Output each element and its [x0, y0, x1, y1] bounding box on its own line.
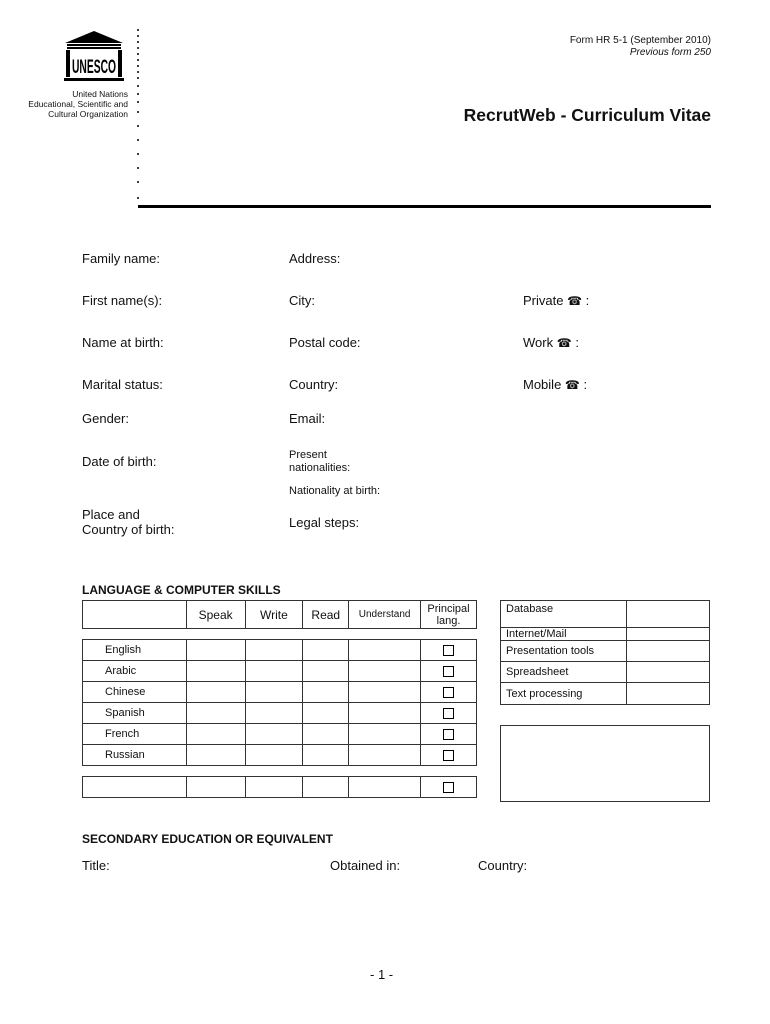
- name-at-birth-label: Name at birth:: [82, 335, 164, 350]
- nationality-at-birth-label: Nationality at birth:: [289, 485, 381, 497]
- principal-checkbox[interactable]: [443, 687, 454, 698]
- read-header: Read: [303, 601, 349, 629]
- table-row: [83, 682, 477, 703]
- telephone-icon: ☎: [556, 336, 572, 350]
- speak-cell[interactable]: [186, 703, 245, 724]
- text-processing-label: Text processing: [501, 683, 627, 705]
- organization-name: [10, 89, 128, 119]
- understand-cell[interactable]: [349, 777, 421, 798]
- read-cell[interactable]: [303, 703, 349, 724]
- table-spacer: [83, 766, 477, 777]
- internet-value-cell[interactable]: [627, 628, 710, 641]
- language-name: English: [83, 640, 187, 661]
- work-phone-label: [523, 335, 579, 350]
- date-of-birth-label: Date of birth:: [82, 454, 157, 469]
- education-section-heading: SECONDARY EDUCATION OR EQUIVALENT: [82, 832, 333, 846]
- language-name: Spanish: [83, 703, 187, 724]
- speak-cell[interactable]: [186, 777, 245, 798]
- mobile-phone-text: Mobile: [523, 377, 562, 392]
- speak-header: Speak: [186, 601, 245, 629]
- principal-line-2: lang.: [436, 614, 461, 627]
- understand-cell[interactable]: [349, 745, 421, 766]
- read-cell[interactable]: [303, 724, 349, 745]
- language-name: Chinese: [83, 682, 187, 703]
- database-value-cell[interactable]: [627, 601, 710, 628]
- first-names-label: First name(s):: [82, 293, 163, 308]
- write-cell[interactable]: [245, 777, 303, 798]
- telephone-icon: ☎: [567, 294, 583, 308]
- principal-cell: [421, 703, 477, 724]
- table-row: [83, 724, 477, 745]
- principal-cell: [421, 745, 477, 766]
- org-line-3: Cultural Organization: [48, 109, 128, 119]
- table-row: [501, 628, 710, 641]
- private-phone-text: Private: [523, 293, 564, 308]
- database-label: Database: [501, 601, 627, 628]
- table-row: [501, 683, 710, 705]
- table-row: [83, 661, 477, 682]
- principal-checkbox[interactable]: [443, 782, 454, 793]
- understand-cell[interactable]: [349, 640, 421, 661]
- mobile-phone-label: [523, 377, 587, 392]
- previous-form-text: Previous form 250: [629, 47, 711, 58]
- country-label: Country:: [289, 377, 339, 392]
- write-cell[interactable]: [245, 724, 303, 745]
- org-line-1: United Nations: [72, 89, 128, 99]
- header-blank-cell: [83, 601, 187, 629]
- work-phone-text: Work: [523, 335, 554, 350]
- table-row: [501, 641, 710, 662]
- internet-label: Internet/Mail: [501, 628, 627, 641]
- other-language-cell[interactable]: [83, 777, 187, 798]
- education-country-label: Country:: [478, 858, 528, 873]
- present-nationalities-label: [289, 449, 350, 475]
- legal-steps-label: Legal steps:: [289, 515, 360, 530]
- understand-header: Understand: [349, 601, 421, 629]
- postal-code-label: Postal code:: [289, 335, 361, 350]
- read-cell[interactable]: [303, 777, 349, 798]
- private-phone-colon: :: [585, 293, 590, 308]
- family-name-label: Family name:: [82, 251, 161, 266]
- marital-status-label: Marital status:: [82, 377, 163, 392]
- unesco-logo: [63, 30, 125, 82]
- principal-checkbox[interactable]: [443, 708, 454, 719]
- present-nationalities-line-2: nationalities:: [289, 462, 351, 474]
- read-cell[interactable]: [303, 745, 349, 766]
- understand-cell[interactable]: [349, 703, 421, 724]
- place-of-birth-line-2: Country of birth:: [82, 522, 175, 537]
- gender-label: Gender:: [82, 411, 129, 426]
- understand-cell[interactable]: [349, 661, 421, 682]
- principal-cell: [421, 682, 477, 703]
- place-of-birth-line-1: Place and: [82, 507, 140, 522]
- language-name: Arabic: [83, 661, 187, 682]
- obtained-in-label: Obtained in:: [330, 858, 401, 873]
- principal-line-1: Principal: [427, 602, 470, 615]
- table-row: [501, 601, 710, 628]
- speak-cell[interactable]: [186, 682, 245, 703]
- org-line-2: Educational, Scientific and: [28, 99, 128, 109]
- write-cell[interactable]: [245, 640, 303, 661]
- other-skills-box[interactable]: [500, 725, 710, 802]
- read-cell[interactable]: [303, 682, 349, 703]
- header-rule: [138, 205, 711, 208]
- page-title: RecrutWeb - Curriculum Vitae: [463, 105, 711, 125]
- language-name: French: [83, 724, 187, 745]
- write-cell[interactable]: [245, 703, 303, 724]
- speak-cell[interactable]: [186, 724, 245, 745]
- spacer-cell: [83, 629, 477, 640]
- speak-cell[interactable]: [186, 745, 245, 766]
- principal-checkbox[interactable]: [443, 645, 454, 656]
- present-nationalities-line-1: Present: [289, 449, 327, 461]
- table-row: [501, 662, 710, 683]
- work-phone-colon: :: [575, 335, 579, 350]
- spreadsheet-label: Spreadsheet: [501, 662, 627, 683]
- understand-cell[interactable]: [349, 682, 421, 703]
- language-name: Russian: [83, 745, 187, 766]
- principal-cell: [421, 724, 477, 745]
- spacer-cell: [83, 766, 477, 777]
- write-cell[interactable]: [245, 682, 303, 703]
- principal-cell: [421, 661, 477, 682]
- language-table-header: [83, 601, 477, 629]
- principal-checkbox[interactable]: [443, 666, 454, 677]
- form-number-text: Form HR 5-1 (September 2010): [569, 35, 711, 46]
- speak-cell[interactable]: [186, 640, 245, 661]
- dotted-divider: [136, 28, 140, 208]
- address-label: Address:: [289, 251, 341, 266]
- place-of-birth-label: [82, 507, 175, 537]
- spreadsheet-value-cell[interactable]: [627, 662, 710, 683]
- education-title-label: Title:: [82, 858, 110, 873]
- read-cell[interactable]: [303, 661, 349, 682]
- principal-checkbox[interactable]: [443, 729, 454, 740]
- logo-wordmark: UNESCO: [72, 57, 116, 78]
- table-spacer: [83, 629, 477, 640]
- language-section-heading: LANGUAGE & COMPUTER SKILLS: [82, 583, 281, 597]
- email-label: Email:: [289, 411, 326, 426]
- mobile-phone-colon: :: [583, 377, 588, 392]
- page-number: - 1 -: [370, 967, 394, 982]
- form-number: [570, 35, 711, 59]
- principal-language-header: [421, 601, 477, 629]
- table-row-other-language: [83, 777, 477, 798]
- principal-cell: [421, 640, 477, 661]
- write-cell[interactable]: [245, 661, 303, 682]
- private-phone-label: [523, 293, 589, 308]
- city-label: City:: [289, 293, 315, 308]
- table-row: [83, 703, 477, 724]
- table-row: [83, 745, 477, 766]
- table-row: [83, 640, 477, 661]
- language-table: [82, 600, 477, 798]
- telephone-icon: ☎: [564, 378, 580, 392]
- write-header: Write: [245, 601, 303, 629]
- presentation-tools-label: Presentation tools: [501, 641, 627, 662]
- computer-skills-table: [500, 600, 710, 705]
- presentation-value-cell[interactable]: [627, 641, 710, 662]
- principal-checkbox[interactable]: [443, 750, 454, 761]
- text-processing-value-cell[interactable]: [627, 683, 710, 705]
- read-cell[interactable]: [303, 640, 349, 661]
- principal-cell: [421, 777, 477, 798]
- understand-cell[interactable]: [349, 724, 421, 745]
- write-cell[interactable]: [245, 745, 303, 766]
- speak-cell[interactable]: [186, 661, 245, 682]
